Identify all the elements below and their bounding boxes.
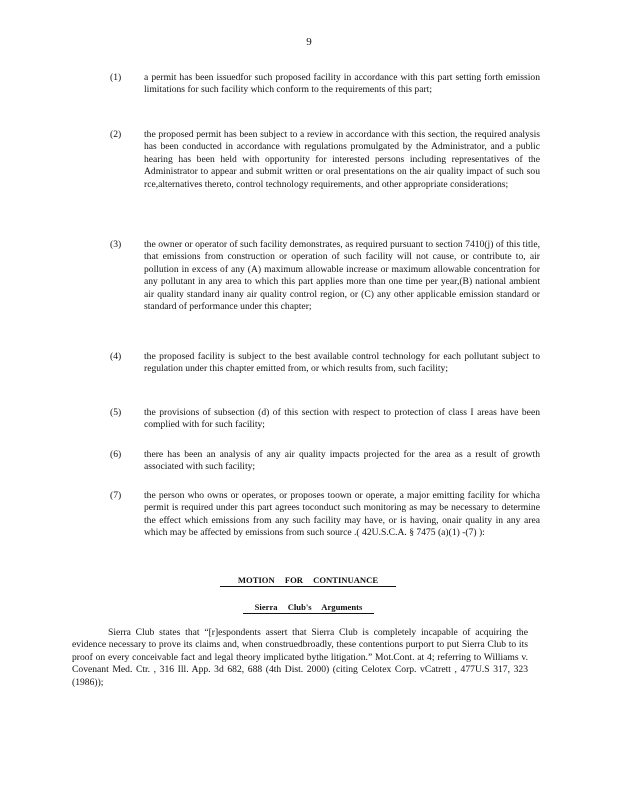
list-item-text: the owner or operator of such facility demonstrates, as required pursuant to section 7410(j) of this title, that emissions from construction or operation of such facility will not cause, or contribute to, air pollution in excess of any (A) maximum allowable increase or maximum allowable concentration for any pollutant in any area to which this part applies more than one time per year,(B) national ambient air quality standard inany air quality control region, or (C) any other applicable emission standard or standard of performance under this chapter; (144, 239, 540, 313)
section-heading: MOTION FOR CONTINUANCE (220, 575, 396, 587)
list-item-text: a permit has been issuedfor such proposed facility in accordance with this part setting forth emission limitations for such facility which conform to the requirements of this part; (144, 72, 540, 96)
list-item-text: the proposed permit has been subject to a review in accordance with this section, the required analysis has been conducted in accordance with regulations promulgated by the Administrator, and a public hearing has been held with opportunity for interested persons including representatives of the Administrator to appear and submit written or oral presentations on the air quality impact of such sou rce,alternatives thereto, control technology requirements, and other appropriate considerations; (144, 129, 540, 190)
list-item-number: (4) (110, 351, 122, 362)
list-item-number: (2) (110, 129, 122, 140)
list-item-number: (5) (110, 407, 122, 418)
list-item-number: (1) (110, 72, 122, 83)
list-item-number: (6) (110, 449, 122, 460)
page-number: 9 (306, 36, 312, 48)
list-item-text: there has been an analysis of any air quality impacts projected for the area as a result of growth associated with such facility; (144, 449, 540, 473)
list-item-text: the proposed facility is subject to the best available control technology for each pollutant subject to regulation under this chapter emitted from, or which results from, such facility; (144, 351, 540, 375)
list-item-number: (3) (110, 239, 122, 250)
list-item-text: the person who owns or operates, or proposes toown or operate, a major emitting facility for whicha permit is required under this part agrees toconduct such monitoring as may be necessary to determine the effect which emissions from any such facility may have, or is having, onair quality in any area which may be affected by emissions from such source .( 42U.S.C.A. § 7475 (a)(1) -(7) ): (144, 490, 540, 539)
body-paragraph: Sierra Club states that “[r]espondents assert that Sierra Club is completely incapable of acquiring the evidence necessary to prove its claims and, when construedbroadly, these contentions purport to put Sierra Club to its proof on every conceivable fact and legal theory implicated bythe litigation.” Mot.Cont. at 4; referring to Williams v. Covenant Med. Ctr. , 316 Ill. App. 3d 682, 688 (4th Dist. 2000) (citing Celotex Corp. vCatrett , 477U.S 317, 323 (1986)); (72, 627, 528, 688)
section-subheading: Sierra Club's Arguments (243, 602, 374, 614)
list-item-text: the provisions of subsection (d) of this section with respect to protection of class I areas have been complied with for such facility; (144, 407, 540, 431)
list-item-number: (7) (110, 490, 122, 501)
